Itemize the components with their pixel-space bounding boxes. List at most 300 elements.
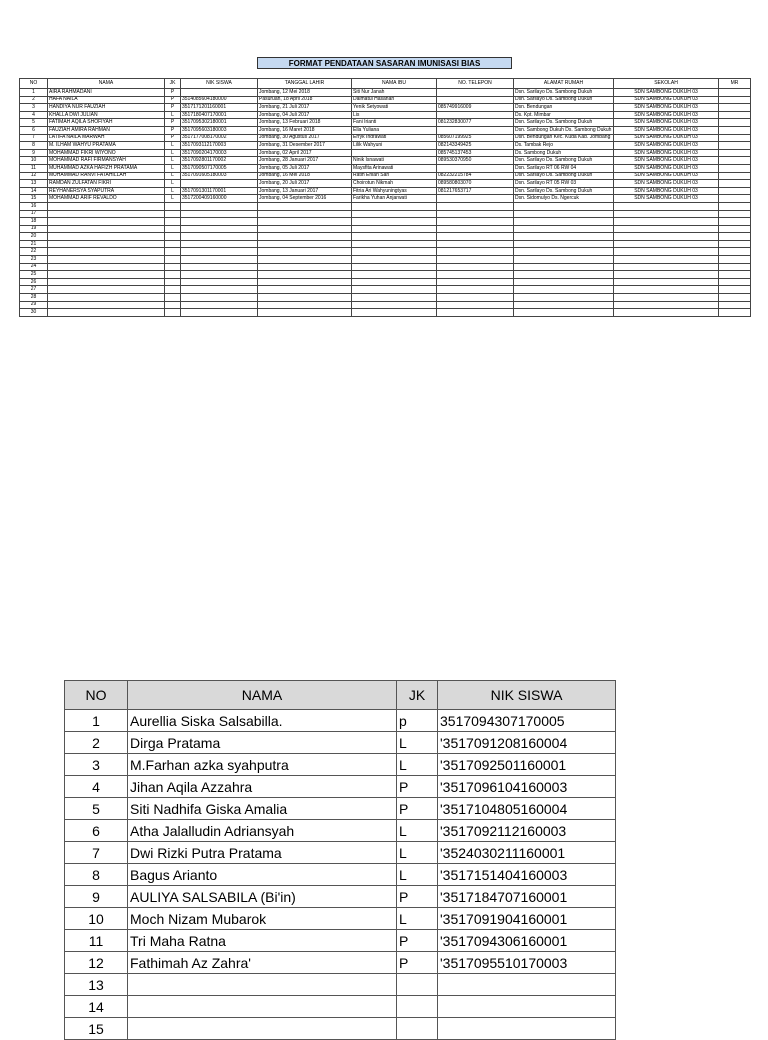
table-cell [719, 157, 751, 165]
table-cell: '3517091904160001 [438, 908, 616, 930]
table-cell [181, 301, 258, 309]
table-cell [352, 248, 437, 256]
header-no: NO [65, 681, 128, 710]
table-cell: 2 [20, 96, 48, 104]
table-cell [719, 294, 751, 302]
table-cell [165, 248, 181, 256]
table-cell: Aurellia Siska Salsabilla. [128, 710, 397, 732]
table-cell [438, 1018, 616, 1040]
table-row [20, 149, 751, 157]
table-cell: 3517177008170002 [181, 134, 258, 142]
header-nama: NAMA [48, 79, 165, 89]
table-cell: '3517092501160001 [438, 754, 616, 776]
table-cell: 082232215784 [437, 172, 514, 180]
table-row [20, 225, 751, 233]
table-cell: '3517092112160003 [438, 820, 616, 842]
table-cell [514, 263, 614, 271]
table-cell: Jombang, 16 Maret 2018 [258, 126, 352, 134]
table-cell: 15 [65, 1018, 128, 1040]
table-cell: HAFA NAILA [48, 96, 165, 104]
table-cell: 20 [20, 233, 48, 241]
table-cell: SDN SAMBONG DUKUH 03 [614, 157, 719, 165]
table-row [65, 996, 616, 1018]
table-cell [614, 233, 719, 241]
table-cell: FAUZIAH AMIRA RAHMAN [48, 126, 165, 134]
table-cell [352, 301, 437, 309]
table-cell: 2 [65, 732, 128, 754]
table-cell: 21 [20, 240, 48, 248]
table-cell: 3517090507170005 [181, 164, 258, 172]
table-cell: Jombang, 12 Mei 2018 [258, 89, 352, 97]
table-cell [614, 202, 719, 210]
table-cell [719, 89, 751, 97]
table-cell [719, 104, 751, 112]
table-cell [165, 218, 181, 226]
table-cell: 3 [65, 754, 128, 776]
table-row [65, 732, 616, 754]
table-cell: 24 [20, 263, 48, 271]
table-cell [614, 263, 719, 271]
table-cell: 10 [20, 157, 48, 165]
table-cell: 3517094307170005 [438, 710, 616, 732]
table-cell [258, 301, 352, 309]
table-cell: Jombang, 28 Januari 2017 [258, 157, 352, 165]
table-cell: L [165, 180, 181, 188]
header-jk: JK [397, 681, 438, 710]
table-cell [181, 210, 258, 218]
table-cell [165, 301, 181, 309]
table-cell: 3517092801170002 [181, 157, 258, 165]
table-cell [437, 286, 514, 294]
table-cell [181, 233, 258, 241]
table-cell: L [165, 164, 181, 172]
table-cell [165, 225, 181, 233]
table-cell: 085749916009 [437, 104, 514, 112]
table-cell: Dirga Pratama [128, 732, 397, 754]
table-row [20, 172, 751, 180]
table-cell [614, 248, 719, 256]
table-cell: KHALLA DWI JULIAN [48, 111, 165, 119]
table-cell: 3517091605180003 [181, 172, 258, 180]
table-row [65, 820, 616, 842]
table-cell: L [397, 754, 438, 776]
table-cell: Jombang, 13 Februari 2018 [258, 119, 352, 127]
table-cell [352, 278, 437, 286]
table-cell: 13 [65, 974, 128, 996]
table-row [20, 134, 751, 142]
table-cell: Jombang, 04 Juli 2017 [258, 111, 352, 119]
table-cell: '3517151404160003 [438, 864, 616, 886]
table-cell [437, 294, 514, 302]
table-cell: 3514085604180000 [181, 96, 258, 104]
table-cell: M.Farhan azka syahputra [128, 754, 397, 776]
table-cell: 1 [65, 710, 128, 732]
table-cell [181, 294, 258, 302]
table-row [20, 256, 751, 264]
table-row [20, 309, 751, 317]
table-cell: L [165, 142, 181, 150]
table-cell [614, 278, 719, 286]
table-cell [352, 263, 437, 271]
table-cell: 3517095302180001 [181, 119, 258, 127]
table-cell [181, 180, 258, 188]
table-row [20, 126, 751, 134]
table-cell: Jombang, 30 Agustus 2017 [258, 134, 352, 142]
table-cell: '3524030211160001 [438, 842, 616, 864]
table-cell [719, 278, 751, 286]
table-cell: SDN SAMBONG DUKUH 03 [614, 104, 719, 112]
table-row [20, 164, 751, 172]
table-cell [352, 149, 437, 157]
table-cell [514, 271, 614, 279]
table-row [65, 930, 616, 952]
table-cell [437, 210, 514, 218]
table-cell [165, 256, 181, 264]
table-cell [514, 248, 614, 256]
table-cell: L [165, 149, 181, 157]
table-cell: Atha Jalalludin Adriansyah [128, 820, 397, 842]
table-cell: L [165, 195, 181, 203]
table-cell [48, 278, 165, 286]
table-cell [352, 225, 437, 233]
table-cell [48, 218, 165, 226]
table-cell [48, 248, 165, 256]
table-cell: L [397, 732, 438, 754]
table-cell [258, 233, 352, 241]
table-cell [719, 271, 751, 279]
table-cell: P [397, 886, 438, 908]
table-cell [352, 256, 437, 264]
table-row [65, 798, 616, 820]
table-cell [614, 309, 719, 317]
table-cell: Jihan Aqila Azzahra [128, 776, 397, 798]
table-cell: 19 [20, 225, 48, 233]
table-cell: 30 [20, 309, 48, 317]
table-cell [258, 202, 352, 210]
table-cell [48, 240, 165, 248]
header-nik-siswa: NIK SISWA [438, 681, 616, 710]
table-cell: RAMDAN ZULFATAN FIKRI [48, 180, 165, 188]
table-row [20, 294, 751, 302]
table-cell: 5 [20, 119, 48, 127]
table-row [20, 180, 751, 188]
table-cell: 3517171201160001 [181, 104, 258, 112]
table-row [65, 908, 616, 930]
table-cell: SDN SAMBONG DUKUH 03 [614, 180, 719, 188]
table-cell: 3 [20, 104, 48, 112]
table-cell [165, 286, 181, 294]
table-cell [128, 996, 397, 1018]
table-cell: 7 [65, 842, 128, 864]
table-cell: 23 [20, 256, 48, 264]
table-cell [165, 294, 181, 302]
table-cell [48, 286, 165, 294]
table-cell [181, 202, 258, 210]
table-cell: 29 [20, 301, 48, 309]
table-row [20, 157, 751, 165]
table-cell [719, 164, 751, 172]
table-cell: 3517090204170003 [181, 149, 258, 157]
table-cell [258, 278, 352, 286]
table-row [65, 842, 616, 864]
table-cell: Siti Nadhifa Giska Amalia [128, 798, 397, 820]
table-cell: P [165, 126, 181, 134]
table-cell [165, 278, 181, 286]
table-cell [165, 263, 181, 271]
table-cell [258, 218, 352, 226]
table-row [20, 233, 751, 241]
table-cell: M. ILHAM WAHYU PRATAMA [48, 142, 165, 150]
table-row [20, 301, 751, 309]
table-cell: Dsn. Sarilayo Ds. Sambong Dukuh [514, 157, 614, 165]
table-cell [48, 225, 165, 233]
table-cell: L [397, 820, 438, 842]
table-cell: Ninik Isnawati [352, 157, 437, 165]
table-cell: Choirotun Nikmah [352, 180, 437, 188]
table-cell: 3517093112170003 [181, 142, 258, 150]
table-cell: Tri Maha Ratna [128, 930, 397, 952]
table-cell: 6 [65, 820, 128, 842]
table-cell [258, 263, 352, 271]
table-cell: SDN SAMBONG DUKUH 03 [614, 134, 719, 142]
table-cell: 25 [20, 271, 48, 279]
table-cell: 10 [65, 908, 128, 930]
table-cell: 9 [20, 149, 48, 157]
header-nama: NAMA [128, 681, 397, 710]
table-cell: 1 [20, 89, 48, 97]
table-cell [719, 256, 751, 264]
imunisasi-table [19, 78, 751, 317]
table-cell: 13 [20, 180, 48, 188]
table-cell: SDN SAMBONG DUKUH 03 [614, 195, 719, 203]
table-cell [258, 256, 352, 264]
table-cell: Jombang, 05 Juli 2017 [258, 164, 352, 172]
header-tanggal-lahir: TANGGAL LAHIR [258, 79, 352, 89]
table-cell: Jombang, 21 Juli 2017 [258, 104, 352, 112]
table-cell: SDN SAMBONG DUKUH 03 [614, 187, 719, 195]
table-row [20, 278, 751, 286]
table-cell [352, 202, 437, 210]
table-cell [397, 996, 438, 1018]
table-row [65, 974, 616, 996]
table-cell [352, 240, 437, 248]
table-cell [514, 240, 614, 248]
table-cell [719, 240, 751, 248]
table-cell: MOHAMMAD RAFI FIRMANSYAH [48, 157, 165, 165]
table-cell: Ratih Erlian Sari [352, 172, 437, 180]
table-cell [514, 309, 614, 317]
table-cell [181, 89, 258, 97]
table-cell: SDN SAMBONG DUKUH 03 [614, 119, 719, 127]
table-cell: P [397, 798, 438, 820]
table-row [65, 710, 616, 732]
table-cell [614, 294, 719, 302]
table-cell [437, 278, 514, 286]
table-cell: Dsn. Sarilayo Ds. Sambong Dukuh [514, 172, 614, 180]
table-cell: 3517180407170001 [181, 111, 258, 119]
table-cell [719, 225, 751, 233]
table-cell: P [165, 96, 181, 104]
table-cell [437, 126, 514, 134]
table-cell [181, 263, 258, 271]
table-cell: HANDIYA NUR FAUZIAH [48, 104, 165, 112]
table-cell [258, 294, 352, 302]
table-cell: '3517184707160001 [438, 886, 616, 908]
table-cell: Ds. Sambong Dukuh [514, 149, 614, 157]
table-cell: Dwi Rizki Putra Pratama [128, 842, 397, 864]
table-cell: Lis [352, 111, 437, 119]
table-cell [719, 309, 751, 317]
table-cell [438, 974, 616, 996]
table-cell [719, 96, 751, 104]
imunisasi-table-body [20, 89, 751, 317]
table-cell: L [165, 157, 181, 165]
table-cell [719, 286, 751, 294]
table-cell: 081217653717 [437, 187, 514, 195]
table-cell [614, 225, 719, 233]
table-cell [181, 278, 258, 286]
table-cell [719, 210, 751, 218]
table-cell [514, 256, 614, 264]
table-cell [181, 271, 258, 279]
table-cell: Bagus Arianto [128, 864, 397, 886]
siswa-table-body [65, 710, 616, 1040]
table-cell [437, 164, 514, 172]
table-cell [719, 142, 751, 150]
table-row [65, 754, 616, 776]
table-row [20, 187, 751, 195]
table-row [20, 286, 751, 294]
table-cell: '3517091208160004 [438, 732, 616, 754]
table-cell [48, 294, 165, 302]
table-cell [437, 218, 514, 226]
table-cell [258, 210, 352, 218]
table-cell: Dsn. Bendungan [514, 104, 614, 112]
table-cell: SDN SAMBONG DUKUH 03 [614, 126, 719, 134]
table-cell: Dsn. Sarilayo Ds. Sambong Dukuh [514, 119, 614, 127]
table-row [20, 89, 751, 97]
table-cell [48, 309, 165, 317]
table-cell: 11 [65, 930, 128, 952]
table-cell [352, 271, 437, 279]
table-cell: 089580803070 [437, 180, 514, 188]
table-row [20, 271, 751, 279]
table-cell [352, 210, 437, 218]
table-cell [614, 218, 719, 226]
table-cell: Dsn. Bendungan Kec. Kuda Kab. Jombang [514, 134, 614, 142]
table-row [65, 886, 616, 908]
table-cell: L [165, 187, 181, 195]
table-cell [48, 301, 165, 309]
table-header-row [65, 681, 616, 710]
table-cell: Ds. Kpt. Mimbar [514, 111, 614, 119]
table-cell: 15 [20, 195, 48, 203]
table-cell [514, 202, 614, 210]
table-cell [165, 271, 181, 279]
table-cell [437, 89, 514, 97]
table-cell: Ds. Tambak Rejo [514, 142, 614, 150]
header-nik-siswa: NIK SISWA [181, 79, 258, 89]
table-cell [438, 996, 616, 1018]
table-cell: 4 [65, 776, 128, 798]
table-cell: Dsn. Sarilayo Ds. Sambong Dukuh [514, 96, 614, 104]
table-cell [352, 309, 437, 317]
table-cell: 12 [65, 952, 128, 974]
table-cell [719, 119, 751, 127]
table-cell: Jombang, 20 Juli 2017 [258, 180, 352, 188]
table-cell [165, 210, 181, 218]
table-cell [514, 225, 614, 233]
table-cell: Dsn. Sarilayo RT 06 RW 04 [514, 164, 614, 172]
table-cell: Fani Irianti [352, 119, 437, 127]
table-cell: Jombang, 13 Januari 2017 [258, 187, 352, 195]
table-cell [437, 202, 514, 210]
table-cell [437, 256, 514, 264]
table-cell: SDN SAMBONG DUKUH 03 [614, 89, 719, 97]
table-header-row [20, 79, 751, 89]
table-row [20, 119, 751, 127]
table-cell: Siti Nur Janah [352, 89, 437, 97]
table-cell [614, 210, 719, 218]
table-cell: 4 [20, 111, 48, 119]
table-cell [128, 974, 397, 996]
table-cell: Fathimah Az Zahra' [128, 952, 397, 974]
table-cell [181, 218, 258, 226]
table-cell [514, 210, 614, 218]
table-cell: 12 [20, 172, 48, 180]
page-title: FORMAT PENDATAAN SASARAN IMUNISASI BIAS [257, 57, 512, 69]
table-cell: Dsn. Sarilayo Ds. Sambong Dukuh [514, 187, 614, 195]
table-cell: 6 [20, 126, 48, 134]
table-cell [128, 1018, 397, 1040]
table-cell: 22 [20, 248, 48, 256]
table-cell: '3517094306160001 [438, 930, 616, 952]
table-cell: Lilik Wahyuni [352, 142, 437, 150]
table-cell [514, 218, 614, 226]
header-mr: MR [719, 79, 751, 89]
table-cell [437, 301, 514, 309]
table-cell [437, 111, 514, 119]
table-cell [437, 225, 514, 233]
table-row [20, 96, 751, 104]
table-cell: P [165, 89, 181, 97]
table-cell [181, 309, 258, 317]
table-cell: 8 [20, 142, 48, 150]
table-cell: p [397, 710, 438, 732]
table-row [20, 218, 751, 226]
table-cell [514, 301, 614, 309]
header-sekolah: SEKOLAH [614, 79, 719, 89]
table-cell: L [397, 908, 438, 930]
table-cell: '3517096104160003 [438, 776, 616, 798]
table-cell [352, 294, 437, 302]
table-row [20, 210, 751, 218]
header-jk: JK [165, 79, 181, 89]
table-cell: Pasuruan, 18 April 2018 [258, 96, 352, 104]
table-cell [437, 96, 514, 104]
table-cell [719, 202, 751, 210]
table-cell [437, 195, 514, 203]
table-cell: '3517104805160004 [438, 798, 616, 820]
table-cell [614, 286, 719, 294]
table-cell: 3517095603180003 [181, 126, 258, 134]
table-cell [719, 263, 751, 271]
table-cell: SDN SAMBONG DUKUH 03 [614, 142, 719, 150]
table-cell [397, 974, 438, 996]
table-cell [719, 149, 751, 157]
siswa-table [64, 680, 616, 1040]
table-cell: P [165, 104, 181, 112]
